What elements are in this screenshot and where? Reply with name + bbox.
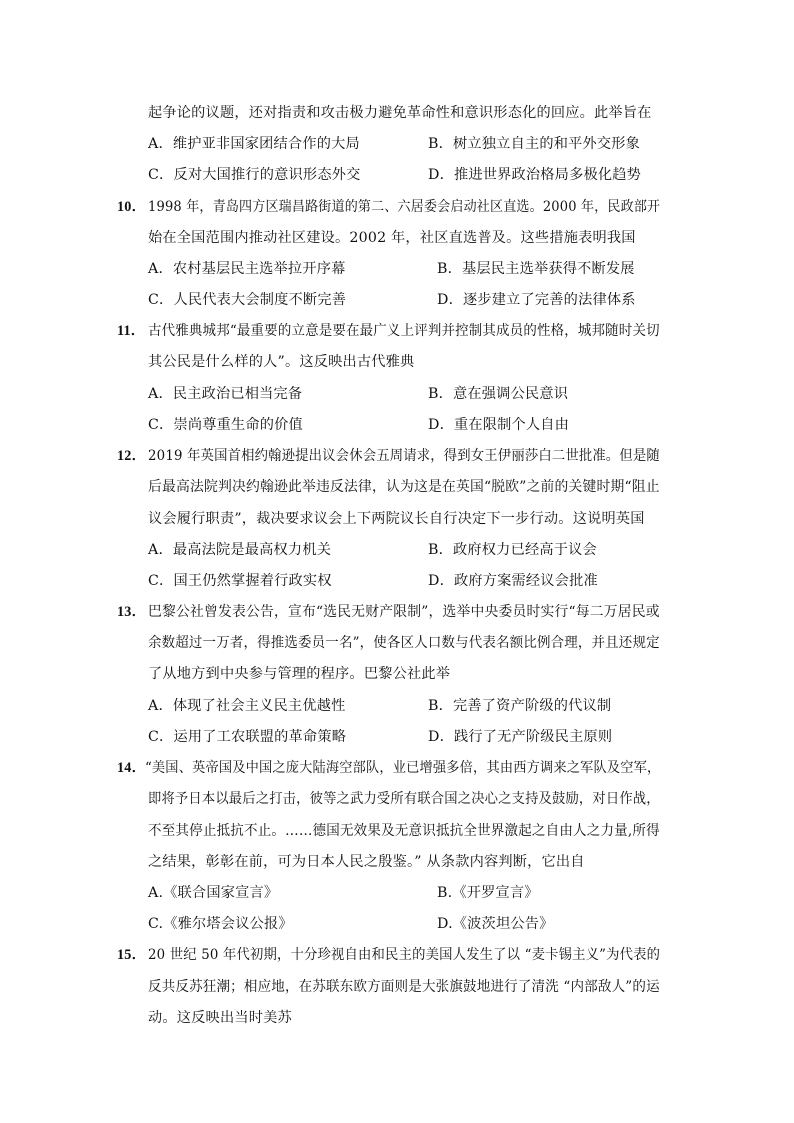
q11-option-a[interactable]: A．民主政治已相当完备 xyxy=(148,386,303,402)
q9-option-a[interactable]: A．维护亚非国家团结合作的大局 xyxy=(148,136,360,152)
q13-stem-line: 余数超过一万者，得推选委员一名”，使各区人口数与代表名额比例合理，并且还规定 xyxy=(148,635,660,651)
q14-option-a[interactable]: A.《联合国家宣言》 xyxy=(148,885,279,901)
q15-stem-line: 反共反苏狂潮；相应地，在苏联东欧方面则是大张旗鼓地进行了清洗 “内部敌人”的运 xyxy=(148,979,660,995)
q13-stem-line: 了从地方到中央参与管理的程序。巴黎公社此举 xyxy=(148,666,451,682)
q12-option-b[interactable]: B．政府权力已经高于议会 xyxy=(428,542,597,558)
q14-stem-line: 不至其停止抵抗不止。……德国无效果及无意识抵抗全世界激起之自由人之力量,所得 xyxy=(148,823,660,839)
q14-option-c[interactable]: C.《雅尔塔会议公报》 xyxy=(148,916,293,932)
q13-option-c[interactable]: C．运用了工农联盟的革命策略 xyxy=(148,729,347,745)
q13-stem-line: 巴黎公社曾发表公告，宣布“选民无财产限制”，选举中央委员时实行“每二万居民或 xyxy=(148,604,660,620)
q12-stem-line: 议会履行职责”，裁决要求议会上下两院议长自行决定下一步行动。这说明英国 xyxy=(148,511,645,527)
q14-number: 14． xyxy=(117,760,146,776)
q14-option-d[interactable]: D.《波茨坦公告》 xyxy=(437,916,554,932)
q10-option-c[interactable]: C．人民代表大会制度不断完善 xyxy=(148,292,347,308)
q12-stem-line: 后最高法院判决约翰逊此举违反法律，认为这是在英国“脱欧”之前的关键时期“阻止 xyxy=(148,479,660,495)
q10-option-d[interactable]: D．逐步建立了完善的法律体系 xyxy=(437,292,636,308)
q15-stem-line: 动。这反映出当时美苏 xyxy=(148,1010,292,1026)
q15-stem-line: 20 世纪 50 年代初期，十分珍视自由和民主的美国人发生了以 “麦卡锡主义”为代表的 xyxy=(148,947,661,963)
q10-stem-line: 始在全国范围内推动社区建设。2002 年，社区直选普及。这些措施表明我国 xyxy=(148,230,636,246)
q11-option-d[interactable]: D．重在限制个人自由 xyxy=(428,417,570,433)
q9-option-b[interactable]: B．树立独立自主的和平外交形象 xyxy=(428,136,641,152)
q12-option-c[interactable]: C．国王仍然掌握着行政实权 xyxy=(148,573,332,589)
q10-number: 10． xyxy=(117,199,146,215)
q11-stem-line: 古代雅典城邦“最重要的立意是要在最广义上评判并控制其成员的性格，城邦随时关切 xyxy=(148,323,660,339)
q11-stem-line: 其公民是什么样的人”。这反映出古代雅典 xyxy=(148,354,415,370)
q12-number: 12． xyxy=(117,448,146,464)
q11-number: 11． xyxy=(117,323,146,339)
q11-option-b[interactable]: B．意在强调公民意识 xyxy=(428,386,569,402)
q10-stem-line: 1998 年，青岛四方区瑞昌路街道的第二、六居委会启动社区直选。2000 年，民政部开 xyxy=(148,199,661,215)
q10-option-b[interactable]: B．基层民主选举获得不断发展 xyxy=(437,261,635,277)
q13-option-a[interactable]: A．体现了社会主义民主优越性 xyxy=(148,698,346,714)
q9-stem-line: 起争论的议题，还对指责和攻击极力避免革命性和意识形态化的回应。此举旨在 xyxy=(148,105,652,121)
q9-option-c[interactable]: C．反对大国推行的意识形态外交 xyxy=(148,167,361,183)
q12-option-d[interactable]: D．政府方案需经议会批准 xyxy=(428,573,598,589)
q13-option-d[interactable]: D．践行了无产阶级民主原则 xyxy=(428,729,613,745)
q14-stem-line: 之结果，彰彰在前，可为日本人民之殷鉴。” 从条款内容判断，它出自 xyxy=(148,854,585,870)
q14-stem-line: “美国、英帝国及中国之庞大陆海空部队，业已增强多倍，其由西方调来之军队及空军， xyxy=(145,760,661,776)
q13-option-b[interactable]: B．完善了资产阶级的代议制 xyxy=(428,698,612,714)
q14-option-b[interactable]: B.《开罗宣言》 xyxy=(437,885,539,901)
q12-stem-line: 2019 年英国首相约翰逊提出议会休会五周请求，得到女王伊丽莎白二世批准。但是随 xyxy=(148,448,660,464)
q15-number: 15． xyxy=(117,947,146,963)
q11-option-c[interactable]: C．崇尚尊重生命的价值 xyxy=(148,417,303,433)
q9-option-d[interactable]: D．推进世界政治格局多极化趋势 xyxy=(428,167,642,183)
q14-stem-line: 即将予日本以最后之打击，彼等之武力受所有联合国之决心之支持及鼓励，对日作战， xyxy=(148,791,660,807)
q13-number: 13． xyxy=(117,604,146,620)
q10-option-a[interactable]: A．农村基层民主选举拉开序幕 xyxy=(148,261,346,277)
q12-option-a[interactable]: A．最高法院是最高权力机关 xyxy=(148,542,332,558)
